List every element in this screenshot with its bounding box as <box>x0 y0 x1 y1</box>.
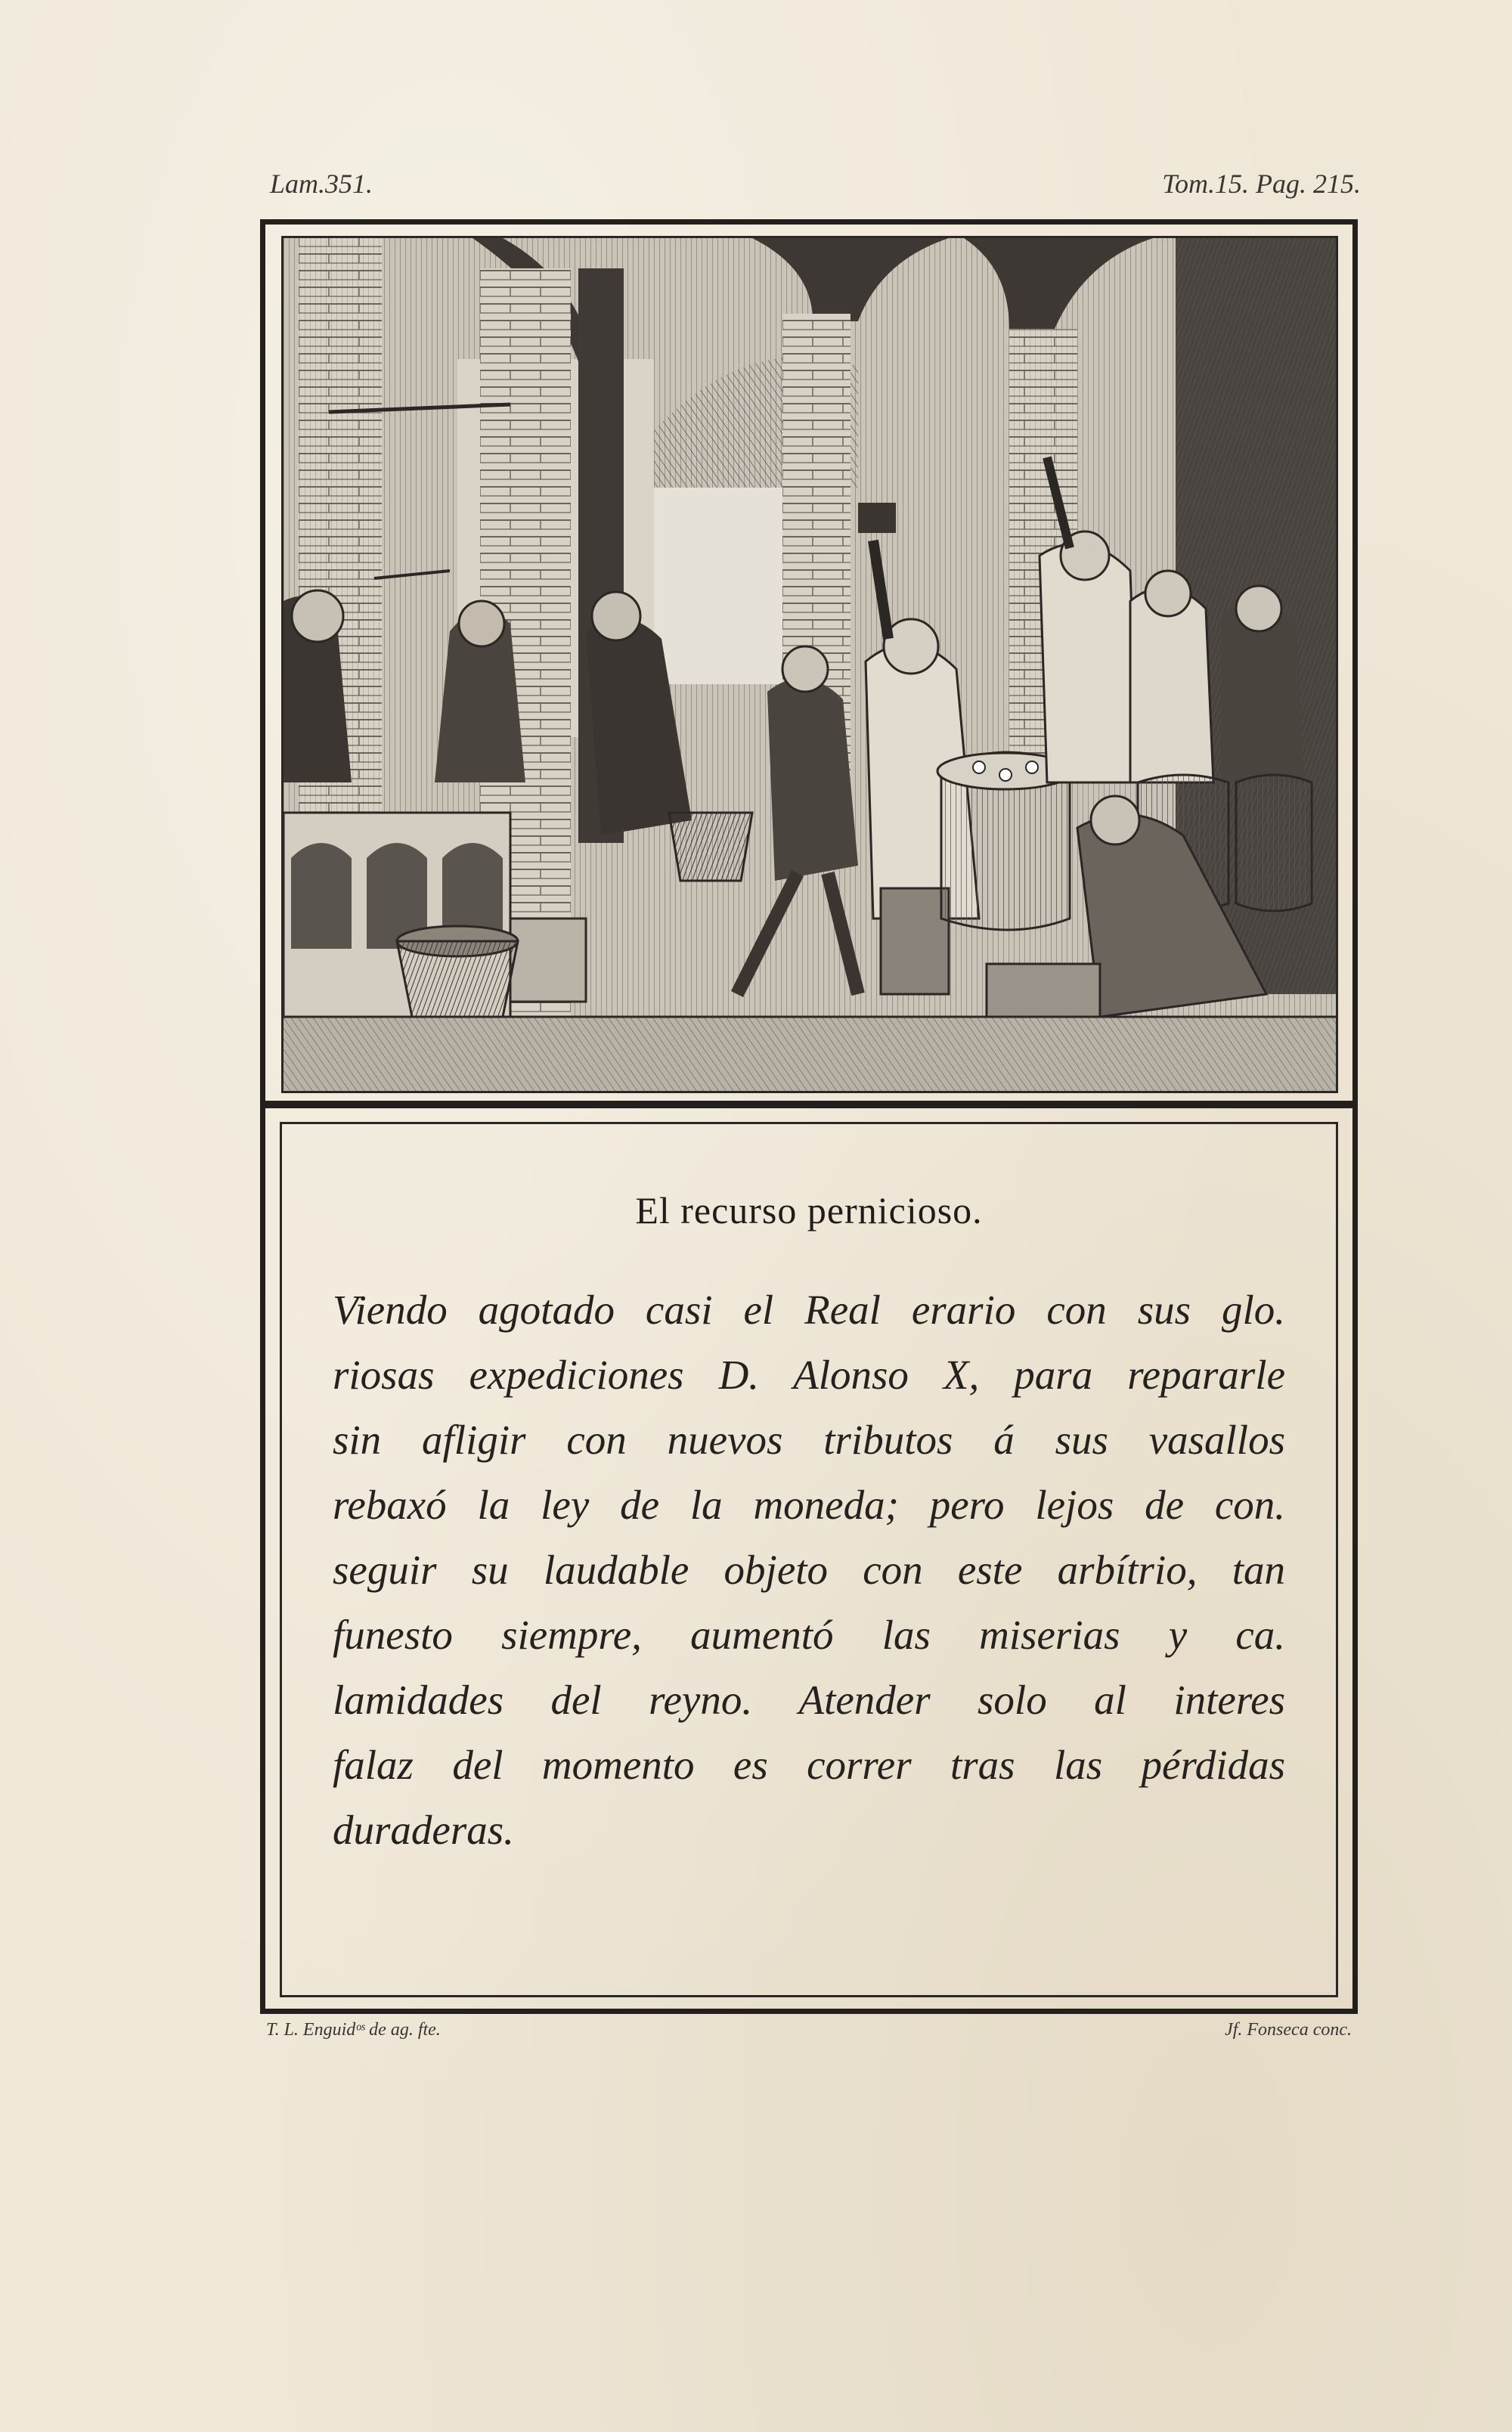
caption-line: funesto siempre, aumentó las miserias y ca. <box>333 1612 1285 1658</box>
caption-line: seguir su laudable objeto con este arbítrio, tan <box>333 1547 1285 1593</box>
engraving-illustration <box>281 236 1338 1093</box>
plate-number: Lam.351. <box>270 169 373 199</box>
caption-line: duraderas. <box>333 1807 514 1853</box>
caption-line: sin afligir con nuevos tributos á sus vasallos <box>333 1417 1285 1463</box>
engraving-minting-workshop-icon <box>284 238 1336 1091</box>
caption-title: El recurso pernicioso. <box>635 1189 983 1231</box>
caption-line: riosas expediciones D. Alonso X, para repararle <box>333 1352 1285 1398</box>
caption-line: falaz del momento es correr tras las pérdidas <box>333 1742 1285 1788</box>
caption-line: Viendo agotado casi el Real erario con sus glo. <box>333 1287 1285 1333</box>
plate-divider <box>260 1101 1358 1108</box>
caption-body <box>333 1278 1285 1863</box>
engraver-credit: T. L. Enguidᵒˢ de ag. fte. <box>266 2020 441 2040</box>
caption-line: lamidades del reyno. Atender solo al interes <box>333 1677 1285 1723</box>
caption-line: rebaxó la ley de la moneda; pero lejos de con. <box>333 1482 1285 1528</box>
volume-page-reference: Tom.15. Pag. 215. <box>1162 169 1361 199</box>
publisher-credit: Jf. Fonseca conc. <box>1225 2020 1352 2040</box>
